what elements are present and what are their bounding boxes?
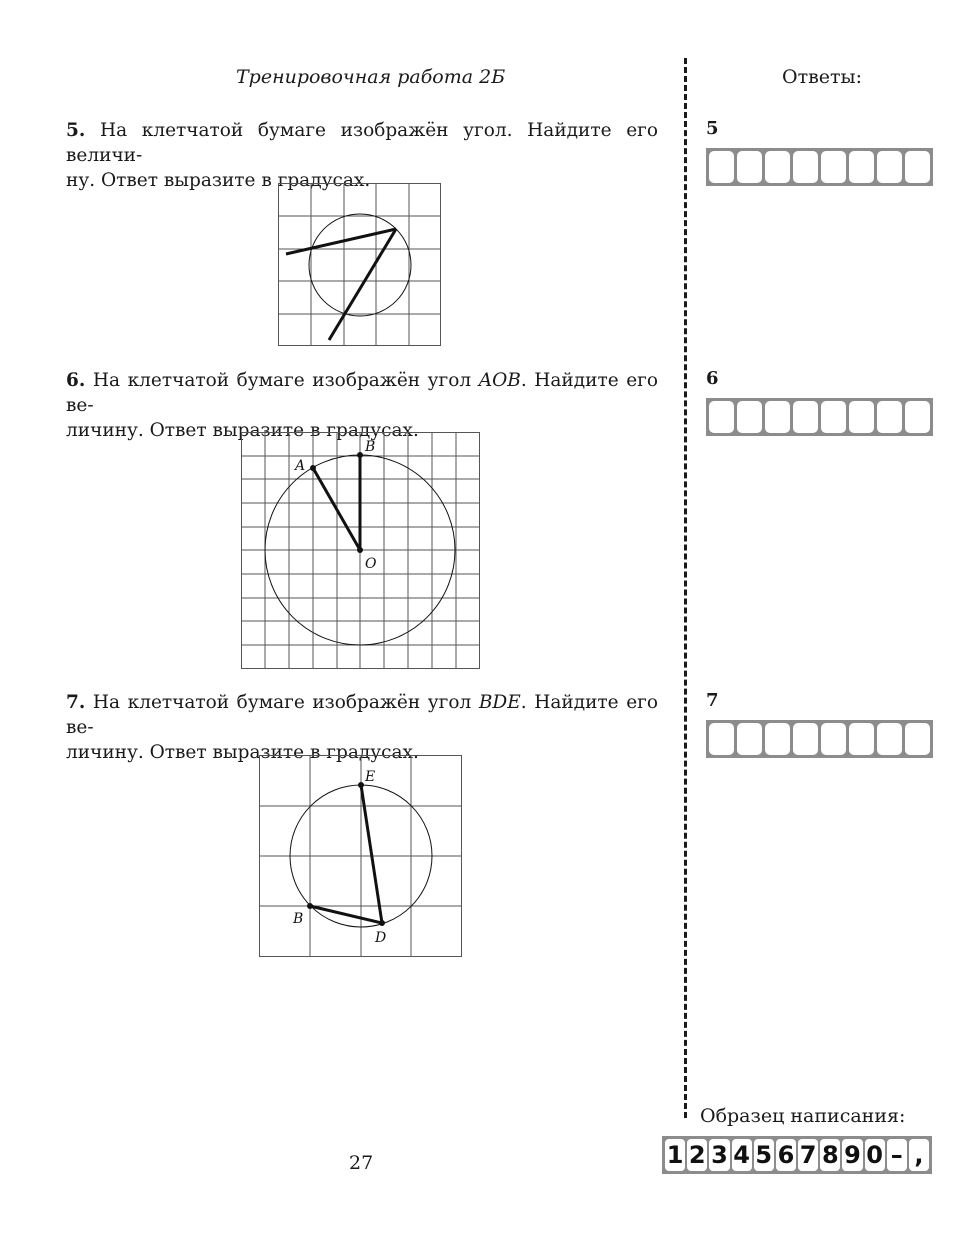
task-7-label-d: D <box>375 930 387 946</box>
answer-cell[interactable] <box>821 401 846 433</box>
answer-cell[interactable] <box>905 723 930 755</box>
task-text-line1: На клетчатой бумаге изображён угол. Найдите его величи- <box>66 120 658 166</box>
task-5-ray-1 <box>286 229 396 254</box>
answer-cell[interactable] <box>905 401 930 433</box>
answer-field-5[interactable] <box>706 148 933 186</box>
sample-writing-label: Образец написания: <box>700 1105 906 1127</box>
angle-name: AOB <box>478 370 521 391</box>
sample-glyph: , <box>909 1139 929 1171</box>
answers-column-title: Ответы: <box>782 66 863 88</box>
answer-cell[interactable] <box>737 401 762 433</box>
answer-cell[interactable] <box>821 151 846 183</box>
answer-label-7: 7 <box>706 690 719 711</box>
task-6-point-b <box>357 452 363 458</box>
answer-cell[interactable] <box>793 151 818 183</box>
answer-cell[interactable] <box>849 723 874 755</box>
answer-label-6: 6 <box>706 368 719 389</box>
answer-cell[interactable] <box>765 401 790 433</box>
task-5-text <box>66 118 658 193</box>
answer-cell[interactable] <box>905 151 930 183</box>
answer-cell[interactable] <box>793 401 818 433</box>
task-text-line2: личину. Ответ выразите в градусах. <box>66 742 419 763</box>
answer-cell[interactable] <box>765 723 790 755</box>
task-7-label-b: B <box>293 911 304 927</box>
task-6-point-o <box>357 547 363 553</box>
page-number: 27 <box>349 1152 374 1174</box>
task-7-label-e: E <box>365 769 376 785</box>
sample-glyph: 3 <box>711 1141 728 1169</box>
sample-glyph: 9 <box>844 1141 861 1169</box>
answer-cell[interactable] <box>849 151 874 183</box>
task-7-text <box>66 690 658 765</box>
answer-field-7[interactable] <box>706 720 933 758</box>
answer-cell[interactable] <box>709 401 734 433</box>
task-text-line2: личину. Ответ выразите в градусах. <box>66 420 419 441</box>
sample-glyph: 5 <box>755 1141 773 1169</box>
task-number: 6. <box>66 370 86 391</box>
sample-glyph: 4 <box>733 1141 750 1169</box>
sample-writing-strip <box>662 1136 932 1174</box>
answer-cell[interactable] <box>877 151 902 183</box>
sample-glyph: – <box>887 1139 907 1171</box>
answer-cell[interactable] <box>877 401 902 433</box>
task-5-ray-2 <box>329 229 396 340</box>
task-7-point-b <box>307 903 313 909</box>
sample-glyph: 1 <box>666 1141 684 1169</box>
angle-name: BDE <box>478 692 521 713</box>
sample-glyph: 6 <box>777 1141 795 1169</box>
task-number: 5. <box>66 120 86 141</box>
page-header-title: Тренировочная работа 2Б <box>236 66 506 88</box>
task-5-figure <box>278 183 442 347</box>
task-text-after: . Найдите его ве- <box>66 370 658 416</box>
task-text-before: На клетчатой бумаге изображён угол <box>92 692 479 713</box>
answer-cell[interactable] <box>821 723 846 755</box>
task-text-line2: ну. Ответ выразите в градусах. <box>66 170 371 191</box>
answer-cell[interactable] <box>737 723 762 755</box>
task-text-before: На клетчатой бумаге изображён угол <box>92 370 479 391</box>
cut-line-divider <box>684 58 687 1118</box>
task-6-label-a: A <box>295 458 306 474</box>
answer-cell[interactable] <box>709 151 734 183</box>
sample-glyph: 2 <box>688 1141 706 1169</box>
task-7-point-e <box>358 782 364 788</box>
answer-cell[interactable] <box>849 401 874 433</box>
answer-field-6[interactable] <box>706 398 933 436</box>
task-6-label-b: B <box>365 439 376 455</box>
task-text-after: . Найдите его ве- <box>66 692 658 738</box>
task-6-label-o: O <box>365 556 377 572</box>
task-6-figure <box>241 432 481 670</box>
answer-cell[interactable] <box>765 151 790 183</box>
answer-cell[interactable] <box>877 723 902 755</box>
sample-glyph: 7 <box>799 1141 817 1169</box>
answer-cell[interactable] <box>793 723 818 755</box>
answer-cell[interactable] <box>709 723 734 755</box>
sample-glyph: 0 <box>866 1141 883 1169</box>
task-6-point-a <box>310 465 316 471</box>
task-number: 7. <box>66 692 86 713</box>
task-7-point-d <box>379 920 385 926</box>
answer-cell[interactable] <box>737 151 762 183</box>
task-7-figure <box>259 755 463 958</box>
sample-glyph: 8 <box>821 1141 839 1169</box>
answer-label-5: 5 <box>706 118 719 139</box>
